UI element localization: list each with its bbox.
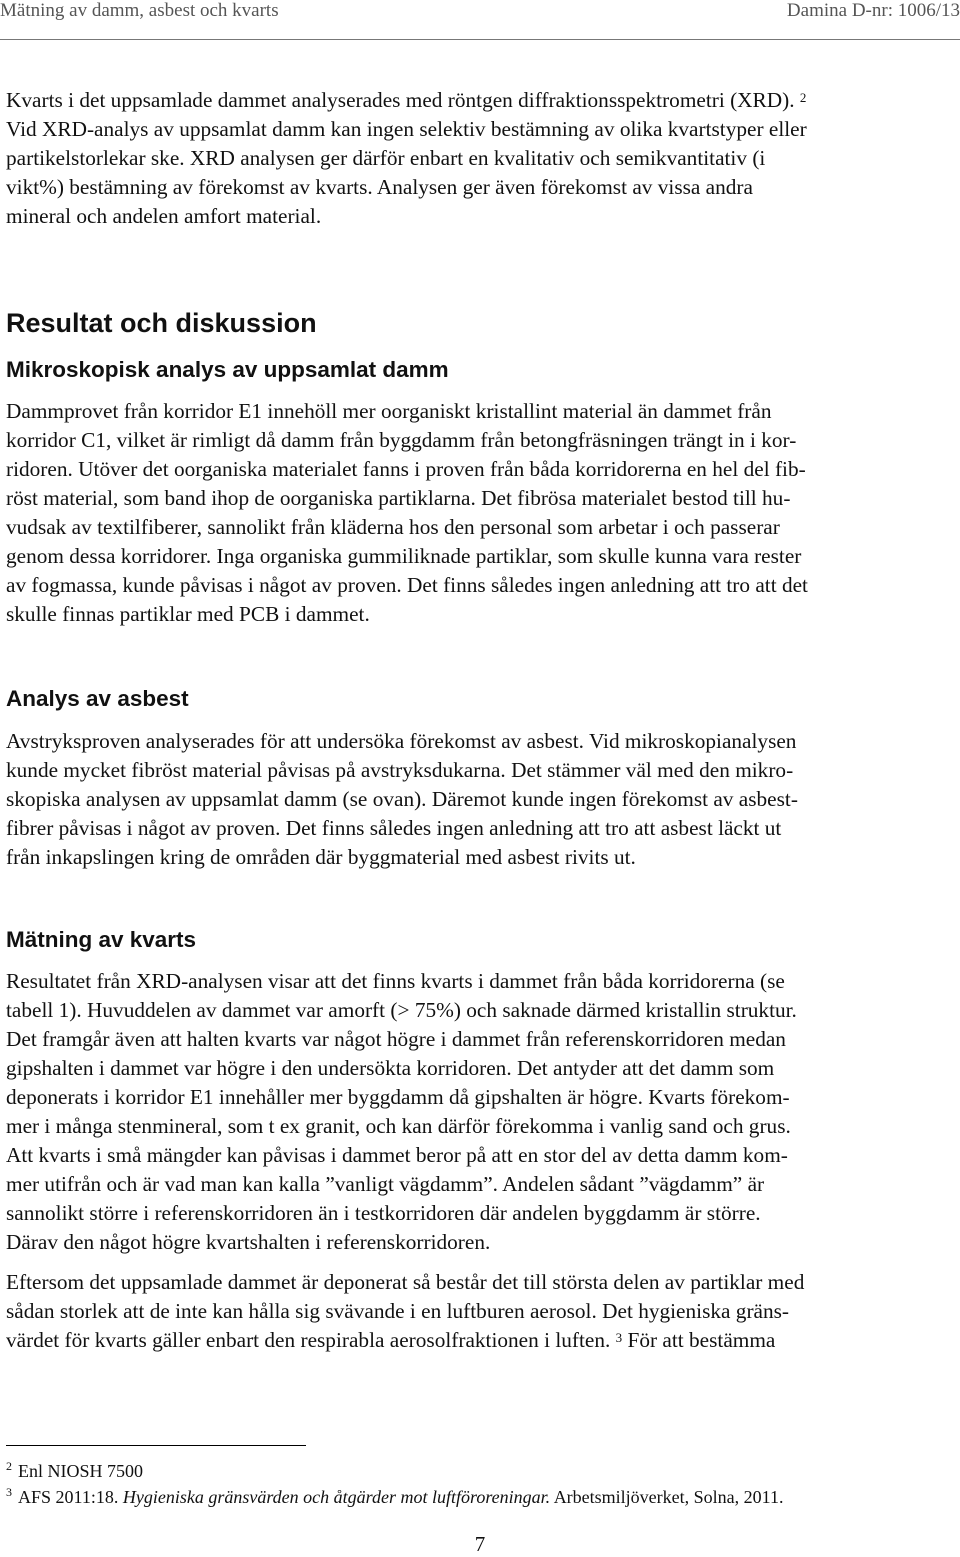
footnote-2 <box>6 1460 143 1484</box>
micro-line: korridor C1, vilket är rimligt då damm från byggdamm från betongfräsningen trängt in i kor- <box>6 428 797 452</box>
asbest-line: kunde mycket fibröst material påvisas på avstryksdukarna. Det stämmer väl med den mikro- <box>6 758 794 782</box>
header-document-number: Damina D-nr: 1006/13 <box>786 0 960 21</box>
footnote-title: Hygieniska gränsvärden och åtgärder mot luftföroreningar. <box>122 1487 551 1507</box>
footnote-3 <box>6 1486 784 1510</box>
footnote-number: 3 <box>6 1485 12 1499</box>
asbest-line: fibrer påvisas i något av proven. Det finns således ingen anledning att tro att asbest läckt ut <box>6 816 782 840</box>
micro-line: Dammprovet från korridor E1 innehöll mer oorganiskt kristallint material än dammet från <box>6 399 772 423</box>
footnote-number: 2 <box>6 1459 12 1473</box>
asbest-line: skopiska analysen av uppsamlat damm (se ovan). Däremot kunde ingen förekomst av asbest- <box>6 787 798 811</box>
micro-paragraph <box>6 397 956 629</box>
kvarts-line: Att kvarts i små mängder kan påvisas i dammet beror på att en stor del av detta damm kom- <box>6 1143 788 1167</box>
footnote-text: AFS 2011:18. <box>18 1487 119 1507</box>
micro-line: röst material, som band ihop de oorganiska partiklarna. Det fibrösa materialet bestod till hu- <box>6 486 791 510</box>
kvarts-line: deponerats i korridor E1 innehåller mer byggdamm då gipshalten är högre. Kvarts förekom- <box>6 1085 790 1109</box>
micro-line: genom dessa korridorer. Inga organiska gummiliknade partiklar, som skulle kunna vara rester <box>6 544 802 568</box>
asbest-line: från inkapslingen kring de områden där byggmaterial med asbest rivits ut. <box>6 845 636 869</box>
asbest-heading: Analys av asbest <box>6 686 189 711</box>
asbest-line: Avstryksproven analyserades för att undersöka förekomst av asbest. Vid mikroskopianalysen <box>6 729 797 753</box>
micro-line: av fogmassa, kunde påvisas i något av proven. Det finns således ingen anledning att tro att det <box>6 573 808 597</box>
kvarts-heading: Mätning av kvarts <box>6 927 197 952</box>
micro-line: vudsak av textilfiberer, sannolikt från kläderna hos den personal som arbetar i och passerar <box>6 515 780 539</box>
kvarts-line: Det framgår även att halten kvarts var något högre i dammet från referenskorridoren medan <box>6 1027 786 1051</box>
intro-line: Kvarts i det uppsamlade dammet analyserades med röntgen diffraktionsspektrometri (XRD). $^2$ <box>6 88 807 112</box>
kvarts-line: Därav den något högre kvartshalten i referenskorridoren. <box>6 1230 491 1254</box>
micro-line: ridoren. Utöver det oorganiska materialet fanns i proven från båda korridorerna en hel del fib- <box>6 457 806 481</box>
footnote-ref-2: 2 <box>799 90 807 105</box>
kvarts-line: värdet för kvarts gäller enbart den respirabla aerosolfraktionen i luften. $^3$ För att bestämma <box>6 1328 776 1352</box>
header-document-title: Mätning av damm, asbest och kvarts <box>0 0 279 21</box>
kvarts-line: mer i många stenmineral, som t ex granit, och kan därför förekomma i vanlig sand och grus. <box>6 1114 791 1138</box>
kvarts-paragraph-2 <box>6 1268 956 1355</box>
page-number: 7 <box>474 1532 486 1556</box>
micro-heading: Mikroskopisk analys av uppsamlat damm <box>6 357 449 382</box>
kvarts-line: Eftersom det uppsamlade dammet är deponerat så består det till största delen av partiklar med <box>6 1270 805 1294</box>
asbest-paragraph <box>6 727 956 872</box>
footnote-divider <box>6 1445 306 1446</box>
kvarts-line: sådan storlek att de inte kan hålla sig svävande i en luftburen aerosol. Det hygieniska gräns- <box>6 1299 790 1323</box>
kvarts-line: sannolikt större i referenskorridoren än i testkorridoren där andelen byggdamm är större. <box>6 1201 761 1225</box>
kvarts-line: Resultatet från XRD-analysen visar att det finns kvarts i dammet från båda korridorerna (se <box>6 969 785 993</box>
footnote-publisher: Arbetsmiljöverket, Solna, 2011. <box>553 1487 784 1507</box>
footnote-ref-3: 3 <box>615 1330 623 1345</box>
kvarts-line: gipshalten i dammet var högre i den undersökta korridoren. Det antyder att det damm som <box>6 1056 775 1080</box>
section-title: Resultat och diskussion <box>6 308 317 338</box>
page-header <box>0 0 960 38</box>
intro-line: vikt%) bestämning av förekomst av kvarts. Analysen ger även förekomst av vissa andra <box>6 175 753 199</box>
footnote-text: Enl NIOSH 7500 <box>18 1461 143 1481</box>
kvarts-line: mer utifrån och är vad man kan kalla ”vanligt vägdamm”. Andelen sådant ”vägdamm” är <box>6 1172 765 1196</box>
header-divider <box>0 39 960 40</box>
intro-line: Vid XRD-analys av uppsamlat damm kan ingen selektiv bestämning av olika kvartstyper eller <box>6 117 807 141</box>
kvarts-paragraph-1 <box>6 967 956 1257</box>
intro-line: partikelstorlekar ske. XRD analysen ger därför enbart en kvalitativ och semikvantitativ (i <box>6 146 766 170</box>
kvarts-line: tabell 1). Huvuddelen av dammet var amorft (> 75%) och saknade därmed kristallin struktur. <box>6 998 797 1022</box>
intro-paragraph <box>6 86 956 231</box>
intro-line: mineral och andelen amfort material. <box>6 204 322 228</box>
micro-line: skulle finnas partiklar med PCB i dammet. <box>6 602 370 626</box>
